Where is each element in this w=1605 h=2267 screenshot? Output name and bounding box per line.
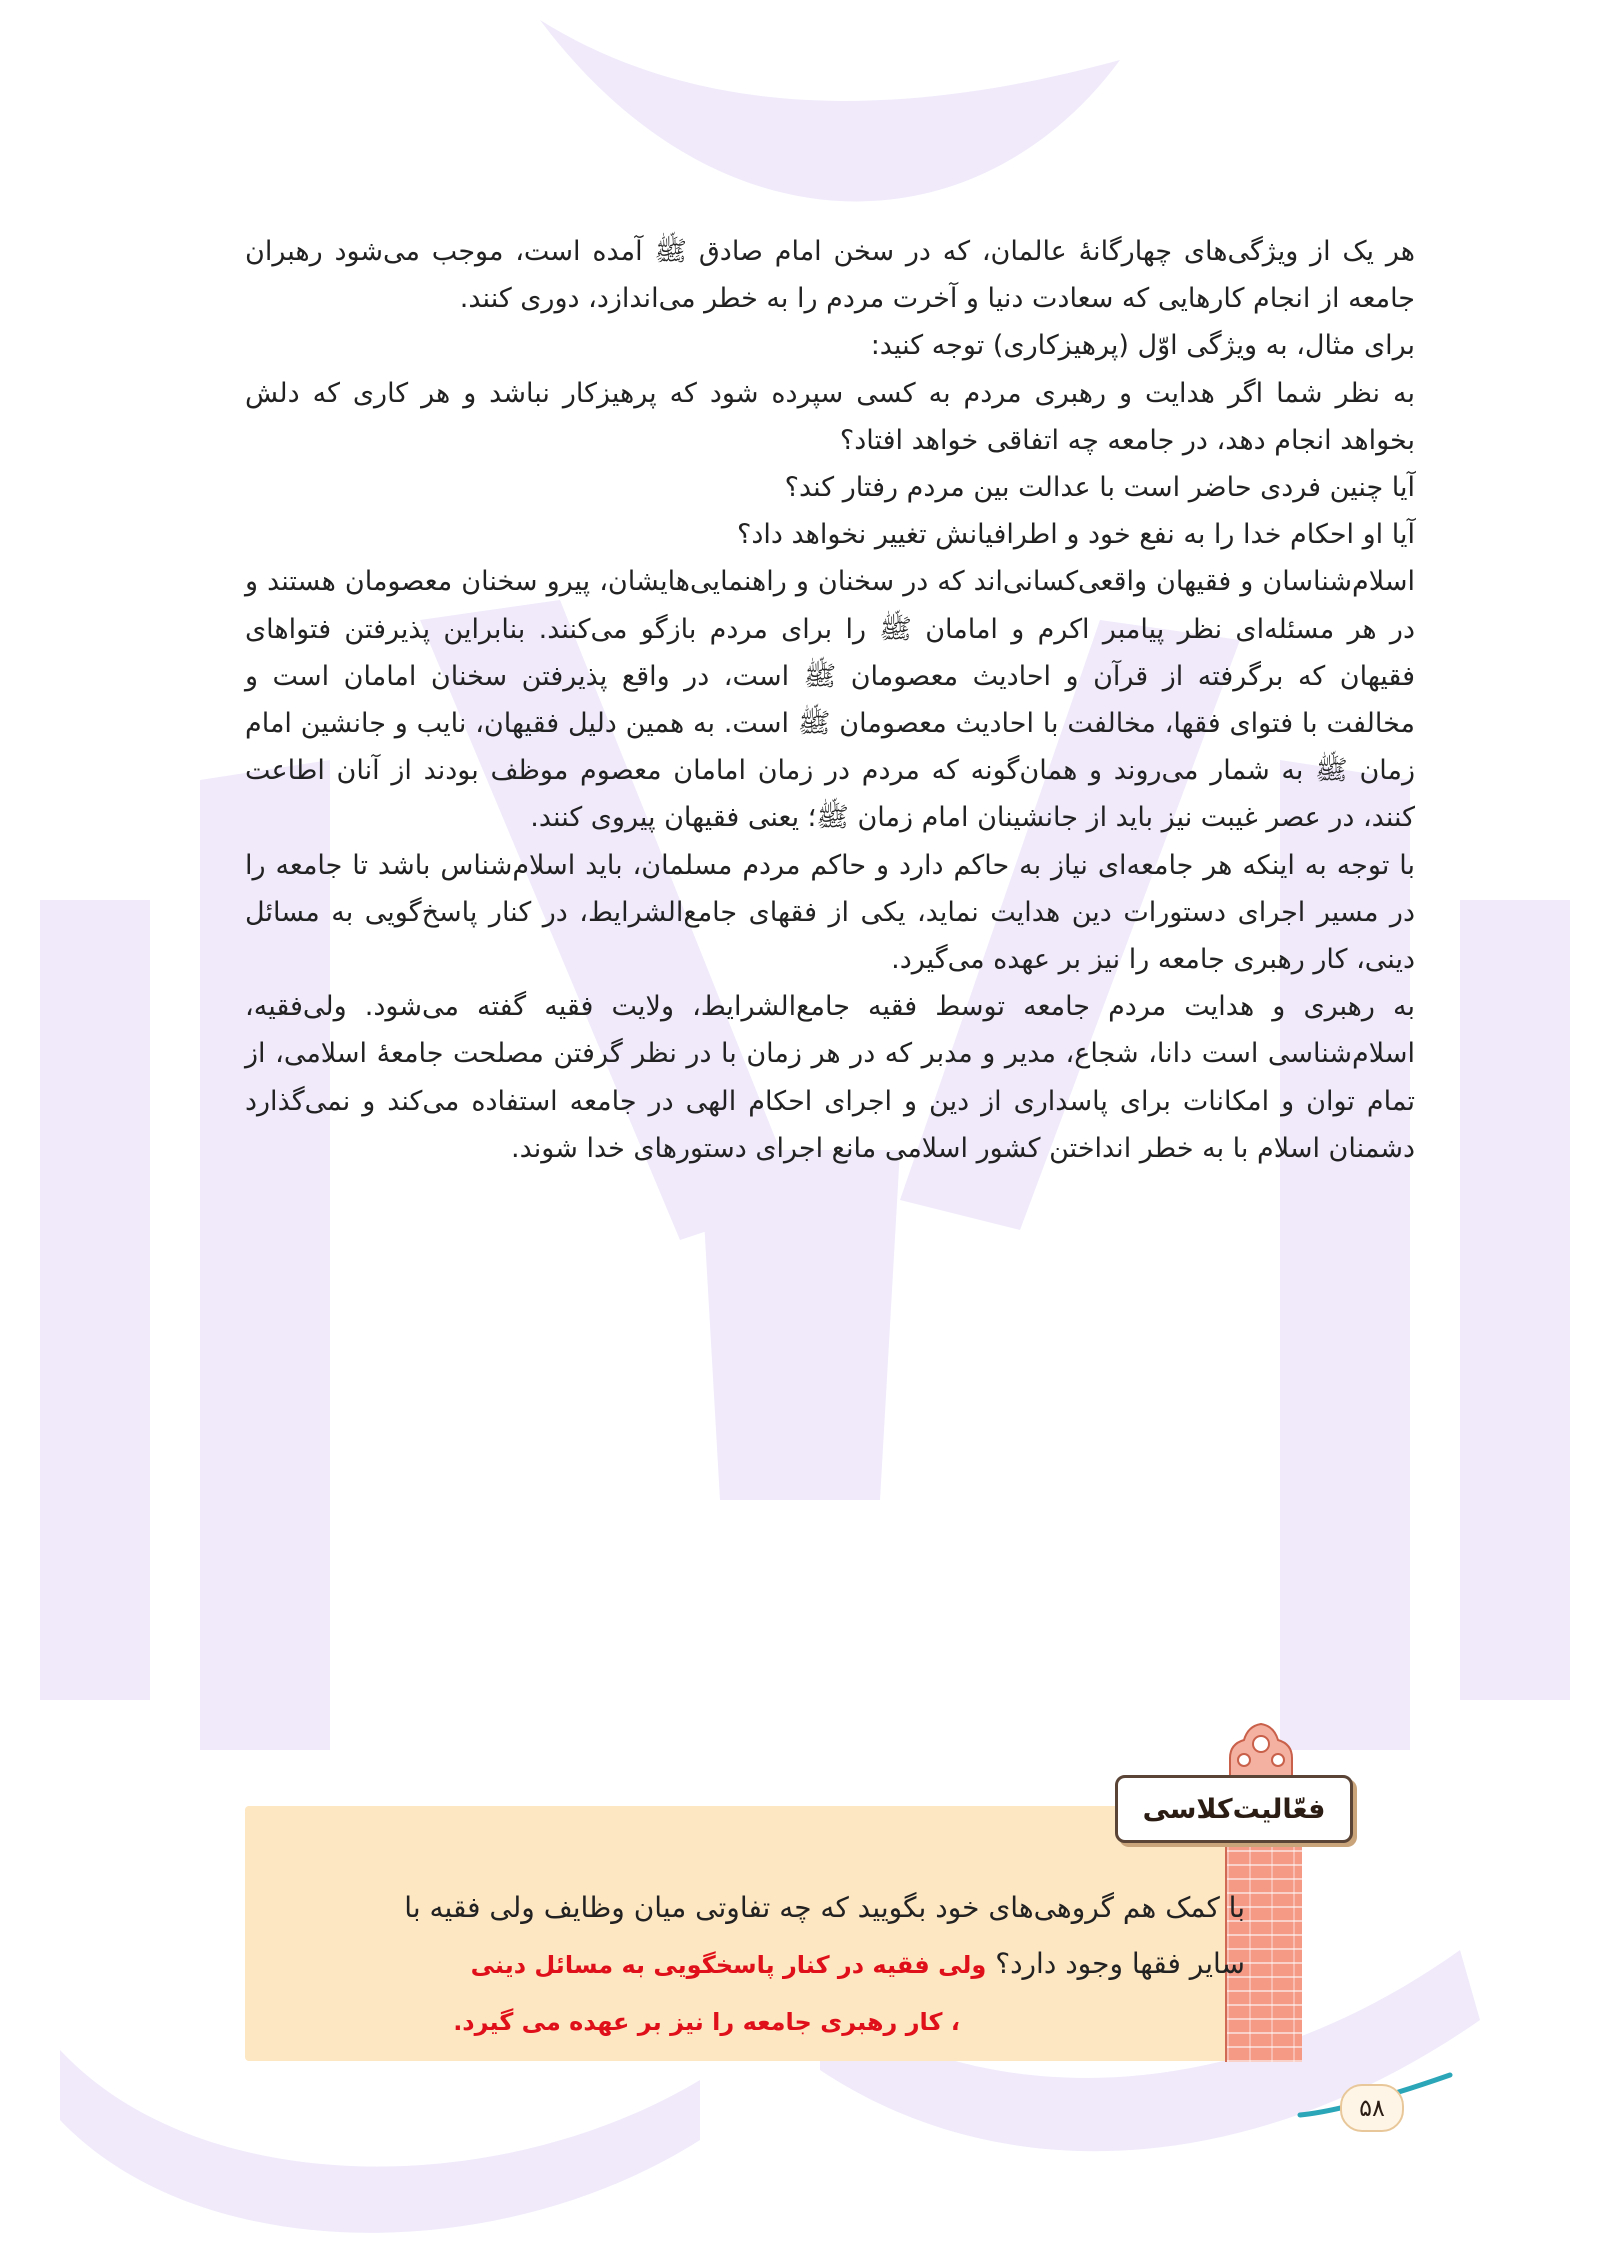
paragraph: هر یک از ویژگی‌های چهارگانهٔ عالمان، که در سخن امام صادق ﷺ آمده است، موجب می‌شود رهبران جامعه از انجام کارهایی که سعادت دنیا و آخرت مردم را به خطر می‌اندازد، دوری کنند. (245, 236, 1415, 315)
activity-question (265, 1880, 1245, 1993)
answer-text: ، کار رهبری جامعه را نیز بر عهده می گیرد. (453, 2008, 960, 2036)
paragraph: به نظر شما اگر هدایت و رهبری مردم به کسی سپرده شود که پرهیزکار نباشد و هر کاری که دلش بخواهد انجام دهد، در جامعه چه اتفاقی خواهد افتاد؟ (245, 377, 1415, 456)
paragraph: با توجه به اینکه هر جامعه‌ای نیاز به حاکم دارد و حاکم مردم مسلمان، باید اسلام‌شناس باشد تا جامعه را در مسیر اجرای دستورات دین هدایت نماید، یکی از فقهای جامع‌الشرایط، در کنار پاسخ‌گویی به مسائل دینی، کار رهبری جامعه را نیز بر عهده می‌گیرد. (245, 849, 1415, 976)
paragraph: برای مثال، به ویژگی اوّل (پرهیزکاری) توجه کنید: (870, 330, 1415, 362)
main-body-text (245, 228, 1415, 1172)
question-line: سایر فقها وجود دارد؟ (995, 1947, 1245, 1980)
page-number: ۵۸ (1340, 2084, 1404, 2132)
paragraph: اسلام‌شناسان و فقیهان واقعی‌کسانی‌اند که در سخنان و راهنمایی‌هایشان، پیرو سخنان معصومان هستند و در هر مسئله‌ای نظر پیامبر اکرم و امامان ﷺ را برای مردم بازگو می‌کنند. بنابراین پذیرفتن فتواهای فقیهان که برگرفته از قرآن و احادیث معصومان ﷺ است، در واقع پذیرفتن سخنان امامان است و مخالفت با فتوای فقها، مخالفت با احادیث معصومان ﷺ است. به همین دلیل فقیهان، نایب و جانشین امام زمان ﷺ به شمار می‌روند و همان‌گونه که مردم در زمان امامان معصوم موظف بودند از آنان اطاعت کنند، در عصر غیبت نیز باید از جانشینان امام زمان ﷺ؛ یعنی فقیهان پیروی کنند. (245, 566, 1415, 834)
paragraph: آیا چنین فردی حاضر است با عدالت بین مردم رفتار کند؟ (784, 472, 1415, 504)
question-line-with-answer (265, 1936, 1245, 1993)
answer-text: ولی فقیه در کنار پاسخگویی به مسائل دینی (470, 1951, 987, 1979)
paragraph: آیا او احکام خدا را به نفع خود و اطرافیانش تغییر نخواهد داد؟ (737, 519, 1415, 551)
activity-title: فعّالیت‌کلاسی (1115, 1775, 1353, 1843)
ornament-icon (1222, 1722, 1300, 1780)
paragraph: به رهبری و هدایت مردم جامعه توسط فقیه جامع‌الشرایط، ولایت فقیه گفته می‌شود. ولی‌فقیه، اسلام‌شناسی است دانا، شجاع، مدیر و مدبر که در هر زمان با در نظر گرفتن مصلحت جامعهٔ اسلامی، از تمام توان و امکانات برای پاسداری از دین و اجرای احکام الهی در جامعه استفاده می‌کند و نمی‌گذارد دشمنان اسلام با به خطر انداختن کشور اسلامی مانع اجرای دستورهای خدا شوند. (245, 991, 1415, 1164)
question-line: با کمک هم گروهی‌های خود بگویید که چه تفاوتی میان وظایف ولی فقیه با (404, 1891, 1245, 1924)
